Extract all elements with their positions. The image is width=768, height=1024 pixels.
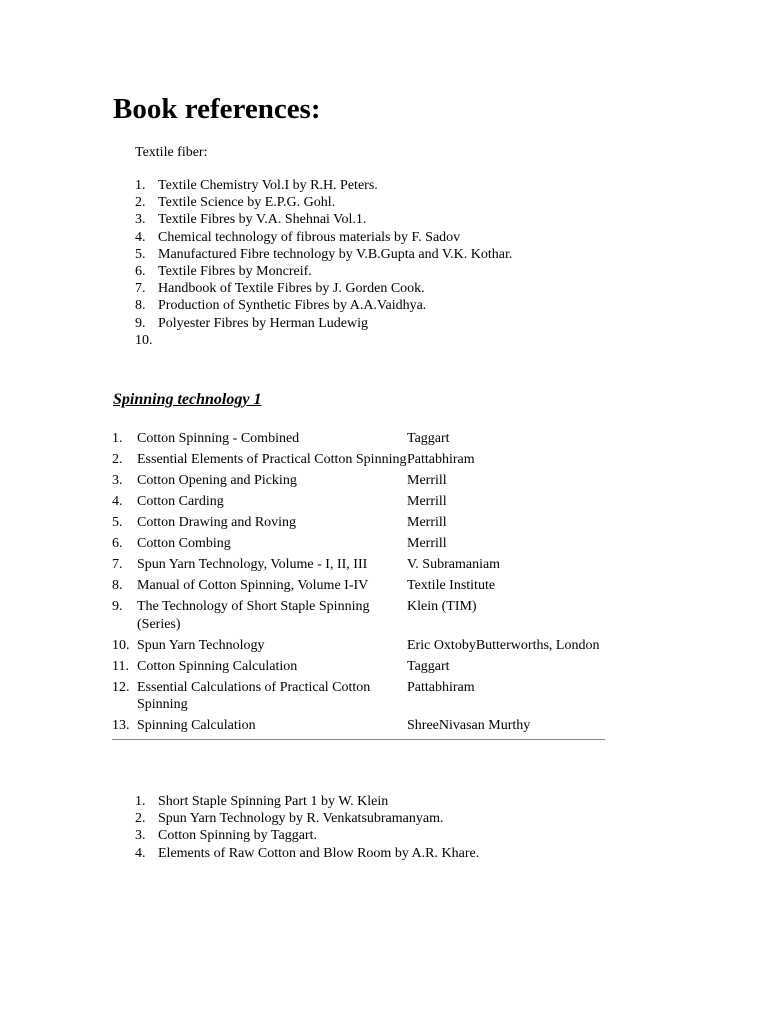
list-item [135, 229, 512, 246]
book-title: Essential Elements of Practical Cotton Spinning [137, 452, 407, 467]
table-row [112, 598, 605, 637]
additional-reference-list [135, 793, 479, 862]
table-row [112, 556, 605, 577]
book-author: Merrill [407, 515, 447, 530]
book-title: Cotton Spinning - Combined [137, 431, 300, 446]
list-item-number: 7. [135, 281, 146, 297]
list-item-number: 6. [135, 263, 146, 279]
book-title: Manual of Cotton Spinning, Volume I-IV [137, 578, 369, 593]
list-item [135, 211, 512, 228]
list-item-text: Manufactured Fibre technology by V.B.Gupta and V.K. Kothar. [158, 246, 513, 262]
list-item [135, 246, 512, 263]
book-title: Spun Yarn Technology, Volume - I, II, III [137, 557, 368, 572]
list-item-number: 2. [135, 195, 146, 211]
list-item-text: Polyester Fibres by Herman Ludewig [158, 315, 368, 331]
list-item-text: Short Staple Spinning Part 1 by W. Klein [158, 794, 389, 809]
list-item-text: Textile Science by E.P.G. Gohl. [158, 195, 336, 211]
row-number: 13. [112, 717, 137, 739]
list-item-text: Textile Chemistry Vol.I by R.H. Peters. [158, 178, 378, 193]
list-item-number: 2. [135, 811, 146, 827]
row-number: 10. [112, 637, 130, 653]
table-row [112, 577, 605, 598]
book-title: Cotton Opening and Picking [137, 473, 297, 488]
section-title: Spinning technology 1 [113, 391, 262, 408]
row-number: 1. [112, 431, 123, 446]
list-item [135, 332, 512, 349]
list-item-number: 8. [135, 298, 146, 314]
book-author: V. Subramaniam [407, 557, 501, 572]
table-row [112, 451, 605, 472]
list-item [135, 177, 512, 194]
list-item [135, 194, 512, 211]
list-item [135, 315, 512, 332]
table-row [112, 472, 605, 493]
table-row [112, 493, 605, 514]
table-row [112, 514, 605, 535]
row-number: 9. [112, 599, 123, 614]
list-item-number: 4. [135, 845, 146, 861]
book-author: Merrill [407, 536, 447, 551]
book-author: Pattabhiram [407, 452, 475, 467]
list-item-number: 3. [135, 828, 146, 844]
book-author: ShreeNivasan Murthy [407, 717, 605, 739]
book-title: Cotton Drawing and Roving [137, 515, 297, 530]
table-row [112, 535, 605, 556]
table-row [112, 717, 605, 739]
book-author: Merrill [407, 494, 447, 509]
list-item [135, 263, 512, 280]
table-row [112, 430, 605, 451]
list-item [135, 280, 512, 297]
book-author: Taggart [407, 658, 450, 674]
row-number: 3. [112, 473, 123, 488]
book-title: Spinning Calculation [137, 717, 407, 739]
list-item [135, 845, 479, 862]
row-number: 4. [112, 494, 123, 509]
list-item-number: 1. [135, 794, 146, 809]
book-title: Spun Yarn Technology [137, 637, 265, 653]
list-item-number: 3. [135, 212, 146, 228]
book-author: Taggart [407, 431, 450, 446]
book-title: Cotton Spinning Calculation [137, 658, 298, 674]
row-number: 6. [112, 536, 123, 551]
book-title: Cotton Combing [137, 536, 231, 551]
list-item-text: Handbook of Textile Fibres by J. Gorden Cook. [158, 281, 425, 297]
list-item-text: Production of Synthetic Fibres by A.A.Vaidhya. [158, 298, 427, 314]
list-item [135, 810, 479, 827]
book-title: The Technology of Short Staple Spinning (Series) [137, 599, 370, 632]
table-row [112, 658, 605, 679]
list-item-text: Spun Yarn Technology by R. Venkatsubramanyam. [158, 811, 444, 827]
row-number: 12. [112, 679, 130, 695]
book-author: Eric OxtobyButterworths, London [407, 637, 600, 653]
list-item-text: Textile Fibres by Moncreif. [158, 263, 312, 279]
book-title: Cotton Carding [137, 494, 224, 509]
list-item-text: Textile Fibres by V.A. Shehnai Vol.1. [158, 212, 367, 228]
list-item [135, 297, 512, 314]
table-row [112, 637, 605, 658]
book-author: Merrill [407, 473, 447, 488]
list-item-number: 4. [135, 229, 146, 245]
list-item-number: 10. [135, 332, 153, 348]
row-number: 8. [112, 578, 123, 593]
book-title: Essential Calculations of Practical Cotton Spinning [137, 679, 371, 712]
book-author: Textile Institute [407, 578, 496, 593]
list-item-number: 1. [135, 178, 146, 193]
book-author: Klein (TIM) [407, 599, 477, 614]
row-number: 2. [112, 452, 123, 467]
row-number: 11. [112, 658, 129, 674]
spinning-reference-table [112, 430, 605, 740]
table-row [112, 679, 605, 718]
textile-fiber-list [135, 177, 512, 349]
list-item-text: Chemical technology of fibrous materials by F. Sadov [158, 229, 461, 245]
row-number: 5. [112, 515, 123, 530]
list-item-text: Cotton Spinning by Taggart. [158, 828, 317, 844]
list-item-text: Elements of Raw Cotton and Blow Room by A.R. Khare. [158, 845, 480, 861]
page-title: Book references: [113, 93, 321, 125]
textile-fiber-heading: Textile fiber: [135, 145, 208, 160]
list-item-number: 9. [135, 315, 146, 331]
list-item [135, 827, 479, 844]
row-number: 7. [112, 557, 123, 572]
list-item-number: 5. [135, 246, 146, 262]
list-item [135, 793, 479, 810]
book-author: Pattabhiram [407, 679, 475, 695]
